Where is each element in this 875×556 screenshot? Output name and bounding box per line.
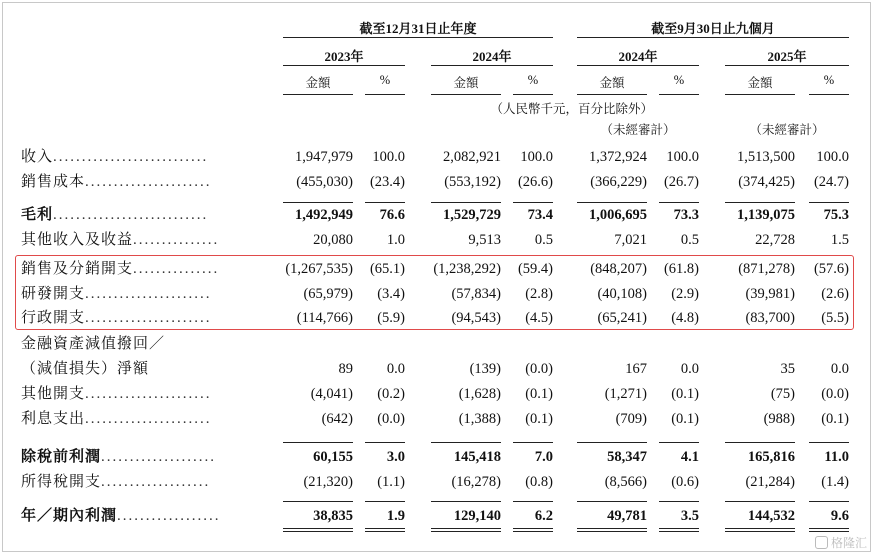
percent-cell: (57.6): [813, 261, 849, 277]
amount-cell: 167: [625, 361, 647, 377]
expense-highlight-box: [15, 255, 854, 330]
row-label: [21, 471, 210, 494]
row-label-text: 銷售及分銷開支: [21, 261, 134, 277]
header-rule: [283, 37, 553, 38]
amount-cell: 129,140: [453, 508, 501, 524]
amount-cell: 89: [338, 361, 353, 377]
percent-cell: (5.5): [821, 310, 849, 326]
total-rule: [283, 501, 353, 502]
unaudited-note: （未經審計）: [749, 123, 825, 137]
percent-cell: (2.8): [525, 286, 553, 302]
subtotal-rule: [431, 442, 501, 443]
percent-cell: 0.5: [534, 232, 553, 248]
table-row: [0, 333, 875, 356]
subtotal-rule: [365, 202, 405, 203]
col-rule: [659, 94, 699, 95]
amount-cell: (848,207): [590, 261, 647, 277]
amount-cell: (57,834): [451, 286, 501, 302]
subtotal-rule: [513, 202, 553, 203]
col-rule: [431, 94, 501, 95]
leader-dots: ......................: [85, 310, 212, 326]
percent-cell: 100.0: [520, 149, 553, 165]
percent-cell: (0.1): [525, 411, 553, 427]
percent-cell: 0.0: [830, 361, 849, 377]
amount-cell: (642): [321, 411, 353, 427]
row-label: [21, 333, 165, 356]
subtotal-rule: [725, 202, 795, 203]
double-underline: [577, 531, 647, 532]
total-rule: [577, 501, 647, 502]
percent-cell: (26.7): [663, 174, 699, 190]
amount-cell: (1,388): [458, 411, 501, 427]
col-header-pct: %: [527, 73, 539, 87]
amount-cell: 1,947,979: [295, 149, 353, 165]
double-underline: [283, 528, 353, 529]
percent-cell: (1.4): [821, 474, 849, 490]
year-rule: [431, 65, 553, 66]
percent-cell: 1.5: [830, 232, 849, 248]
percent-cell: (0.0): [821, 386, 849, 402]
amount-cell: (1,628): [458, 386, 501, 402]
row-label: [21, 408, 212, 431]
percent-cell: 76.6: [379, 207, 405, 223]
currency-note: （人民幣千元，百分比除外）: [490, 102, 653, 116]
table-row: [0, 471, 875, 494]
year-header: 2024年: [618, 49, 658, 64]
subtotal-rule: [431, 202, 501, 203]
double-underline: [431, 528, 501, 529]
amount-cell: (65,979): [303, 286, 353, 302]
leader-dots: ...............: [133, 261, 220, 277]
percent-cell: 1.0: [386, 232, 405, 248]
col-rule: [513, 94, 553, 95]
subtotal-rule: [809, 202, 849, 203]
percent-cell: (0.1): [525, 386, 553, 402]
amount-cell: (40,108): [597, 286, 647, 302]
year-header: 2025年: [767, 49, 807, 64]
col-rule: [577, 94, 647, 95]
percent-cell: (3.4): [377, 286, 405, 302]
table-row: [0, 383, 875, 406]
row-label: [21, 204, 208, 227]
subtotal-rule: [577, 202, 647, 203]
subtotal-rule: [283, 202, 353, 203]
row-label-text: 利息支出: [21, 411, 86, 427]
double-underline: [725, 528, 795, 529]
percent-cell: (0.1): [671, 411, 699, 427]
percent-cell: (5.9): [377, 310, 405, 326]
double-underline: [365, 528, 405, 529]
percent-cell: (4.5): [525, 310, 553, 326]
row-label: [21, 146, 208, 169]
double-underline: [809, 531, 849, 532]
amount-cell: (988): [763, 411, 795, 427]
row-label: [21, 505, 221, 528]
percent-cell: 11.0: [824, 449, 849, 465]
subtotal-rule: [659, 202, 699, 203]
col-header-pct: %: [823, 73, 835, 87]
row-label-text: 銷售成本: [21, 174, 86, 190]
amount-cell: 1,139,075: [737, 207, 795, 223]
percent-cell: 1.9: [386, 508, 405, 524]
percent-cell: 73.4: [527, 207, 553, 223]
amount-cell: (94,543): [451, 310, 501, 326]
leader-dots: ....................: [101, 449, 217, 465]
table-row: [0, 204, 875, 227]
amount-cell: (75): [770, 386, 795, 402]
subtotal-rule: [513, 442, 553, 443]
amount-cell: 1,513,500: [737, 149, 795, 165]
percent-cell: (0.1): [821, 411, 849, 427]
table-row: [0, 171, 875, 194]
amount-cell: 22,728: [755, 232, 795, 248]
row-label-text: 研發開支: [21, 286, 86, 302]
leader-dots: ...........................: [53, 207, 209, 223]
percent-cell: (0.8): [525, 474, 553, 490]
percent-cell: 0.0: [386, 361, 405, 377]
leader-dots: ...........................: [53, 149, 209, 165]
row-label: [21, 229, 219, 252]
subtotal-rule: [283, 442, 353, 443]
col-rule: [809, 94, 849, 95]
subtotal-rule: [725, 442, 795, 443]
amount-cell: (455,030): [296, 174, 353, 190]
amount-cell: 9,513: [468, 232, 501, 248]
double-underline: [365, 531, 405, 532]
amount-cell: (21,320): [303, 474, 353, 490]
leader-dots: ......................: [85, 411, 212, 427]
year-rule: [577, 65, 699, 66]
row-label-text: 行政開支: [21, 310, 86, 326]
percent-cell: (2.9): [671, 286, 699, 302]
percent-cell: 6.2: [534, 508, 553, 524]
header-rule: [577, 37, 849, 38]
percent-cell: (0.0): [377, 411, 405, 427]
percent-cell: (24.7): [813, 174, 849, 190]
amount-cell: (1,238,292): [433, 261, 501, 277]
double-underline: [513, 528, 553, 529]
row-label: [21, 446, 216, 469]
amount-cell: 144,532: [747, 508, 795, 524]
col-rule: [725, 94, 795, 95]
percent-cell: [739, 333, 849, 356]
double-underline: [577, 528, 647, 529]
row-label-text: 其他開支: [21, 386, 86, 402]
amount-cell: (139): [469, 361, 501, 377]
percent-cell: (23.4): [369, 174, 405, 190]
amount-cell: (65,241): [597, 310, 647, 326]
percent-cell: (1.1): [377, 474, 405, 490]
double-underline: [283, 531, 353, 532]
amount-cell: 1,492,949: [295, 207, 353, 223]
total-rule: [725, 501, 795, 502]
period-group-fy: 截至12月31日止年度: [359, 21, 477, 36]
percent-cell: [589, 333, 699, 356]
leader-dots: ......................: [85, 286, 212, 302]
amount-cell: (374,425): [738, 174, 795, 190]
total-rule: [809, 501, 849, 502]
leader-dots: ...............: [133, 232, 220, 248]
row-label-text: 其他收入及收益: [21, 232, 134, 248]
watermark-logo-icon: [815, 536, 828, 549]
double-underline: [809, 528, 849, 529]
percent-cell: 0.0: [680, 361, 699, 377]
percent-cell: 3.5: [680, 508, 699, 524]
table-row: [0, 505, 875, 528]
percent-cell: 100.0: [666, 149, 699, 165]
leader-dots: ......................: [85, 386, 212, 402]
row-label: [21, 171, 212, 194]
row-label-text: 所得稅開支: [21, 474, 102, 490]
amount-cell: (114,766): [296, 310, 353, 326]
percent-cell: (2.6): [821, 286, 849, 302]
percent-cell: (0.6): [671, 474, 699, 490]
amount-cell: 58,347: [607, 449, 647, 465]
amount-cell: (1,271): [604, 386, 647, 402]
row-label-text: 年／期內利潤: [21, 508, 118, 524]
table-row: [0, 146, 875, 169]
subtotal-rule: [365, 442, 405, 443]
percent-cell: (65.1): [369, 261, 405, 277]
percent-cell: 100.0: [372, 149, 405, 165]
row-label-text: 毛利: [21, 207, 54, 223]
watermark: [815, 534, 867, 551]
amount-cell: (4,041): [310, 386, 353, 402]
amount-cell: (1,267,535): [285, 261, 353, 277]
unaudited-note: （未經審計）: [600, 123, 676, 137]
row-label: [21, 383, 212, 406]
percent-cell: 73.3: [673, 207, 699, 223]
percent-cell: 100.0: [816, 149, 849, 165]
leader-dots: ..................: [117, 508, 221, 524]
leader-dots: ...................: [101, 474, 211, 490]
amount-cell: (16,278): [451, 474, 501, 490]
amount-cell: (871,278): [738, 261, 795, 277]
amount-cell: (83,700): [745, 310, 795, 326]
total-rule: [513, 501, 553, 502]
col-rule: [365, 94, 405, 95]
double-underline: [431, 531, 501, 532]
col-header-amount: 金額: [599, 76, 625, 90]
percent-cell: 9.6: [830, 508, 849, 524]
year-rule: [725, 65, 849, 66]
subtotal-rule: [577, 442, 647, 443]
amount-cell: 1,372,924: [589, 149, 647, 165]
percent-cell: [295, 333, 405, 356]
table-row: [0, 446, 875, 469]
col-header-amount: 金額: [747, 76, 773, 90]
amount-cell: 35: [780, 361, 795, 377]
row-label-text: 金融資產減值撥回／: [21, 336, 166, 352]
col-header-pct: %: [673, 73, 685, 87]
percent-cell: 7.0: [534, 449, 553, 465]
amount-cell: 20,080: [313, 232, 353, 248]
total-rule: [365, 501, 405, 502]
percent-cell: 3.0: [386, 449, 405, 465]
row-label-text: （減值損失）淨額: [21, 361, 150, 377]
amount-cell: 1,529,729: [443, 207, 501, 223]
percent-cell: (0.1): [671, 386, 699, 402]
percent-cell: (61.8): [663, 261, 699, 277]
amount-cell: (553,192): [444, 174, 501, 190]
year-rule: [283, 65, 405, 66]
percent-cell: (0.2): [377, 386, 405, 402]
col-header-amount: 金額: [305, 76, 331, 90]
percent-cell: (59.4): [517, 261, 553, 277]
amount-cell: 7,021: [614, 232, 647, 248]
amount-cell: 165,816: [747, 449, 795, 465]
year-header: 2024年: [472, 49, 512, 64]
percent-cell: (4.8): [671, 310, 699, 326]
row-label: [21, 358, 149, 381]
percent-cell: 4.1: [680, 449, 699, 465]
period-group-9m: 截至9月30日止九個月: [651, 21, 775, 36]
double-underline: [659, 528, 699, 529]
table-row: [0, 229, 875, 252]
row-label-text: 收入: [21, 149, 54, 165]
amount-cell: 60,155: [313, 449, 353, 465]
double-underline: [659, 531, 699, 532]
double-underline: [513, 531, 553, 532]
col-rule: [283, 94, 353, 95]
amount-cell: (39,981): [745, 286, 795, 302]
percent-cell: (26.6): [517, 174, 553, 190]
total-rule: [659, 501, 699, 502]
table-row: [0, 358, 875, 381]
subtotal-rule: [809, 442, 849, 443]
col-header-amount: 金額: [453, 76, 479, 90]
year-header: 2023年: [324, 49, 364, 64]
amount-cell: (366,229): [590, 174, 647, 190]
watermark-text: 格隆汇: [830, 536, 867, 550]
amount-cell: 38,835: [313, 508, 353, 524]
row-label-text: 除稅前利潤: [21, 449, 102, 465]
amount-cell: 49,781: [607, 508, 647, 524]
amount-cell: (21,284): [745, 474, 795, 490]
percent-cell: 0.5: [680, 232, 699, 248]
amount-cell: 145,418: [453, 449, 501, 465]
leader-dots: ......................: [85, 174, 212, 190]
double-underline: [725, 531, 795, 532]
amount-cell: 1,006,695: [589, 207, 647, 223]
percent-cell: 75.3: [823, 207, 849, 223]
percent-cell: (0.0): [525, 361, 553, 377]
amount-cell: (709): [615, 411, 647, 427]
amount-cell: (8,566): [604, 474, 647, 490]
subtotal-rule: [659, 442, 699, 443]
col-header-pct: %: [379, 73, 391, 87]
amount-cell: 2,082,921: [443, 149, 501, 165]
table-row: [0, 408, 875, 431]
total-rule: [431, 501, 501, 502]
